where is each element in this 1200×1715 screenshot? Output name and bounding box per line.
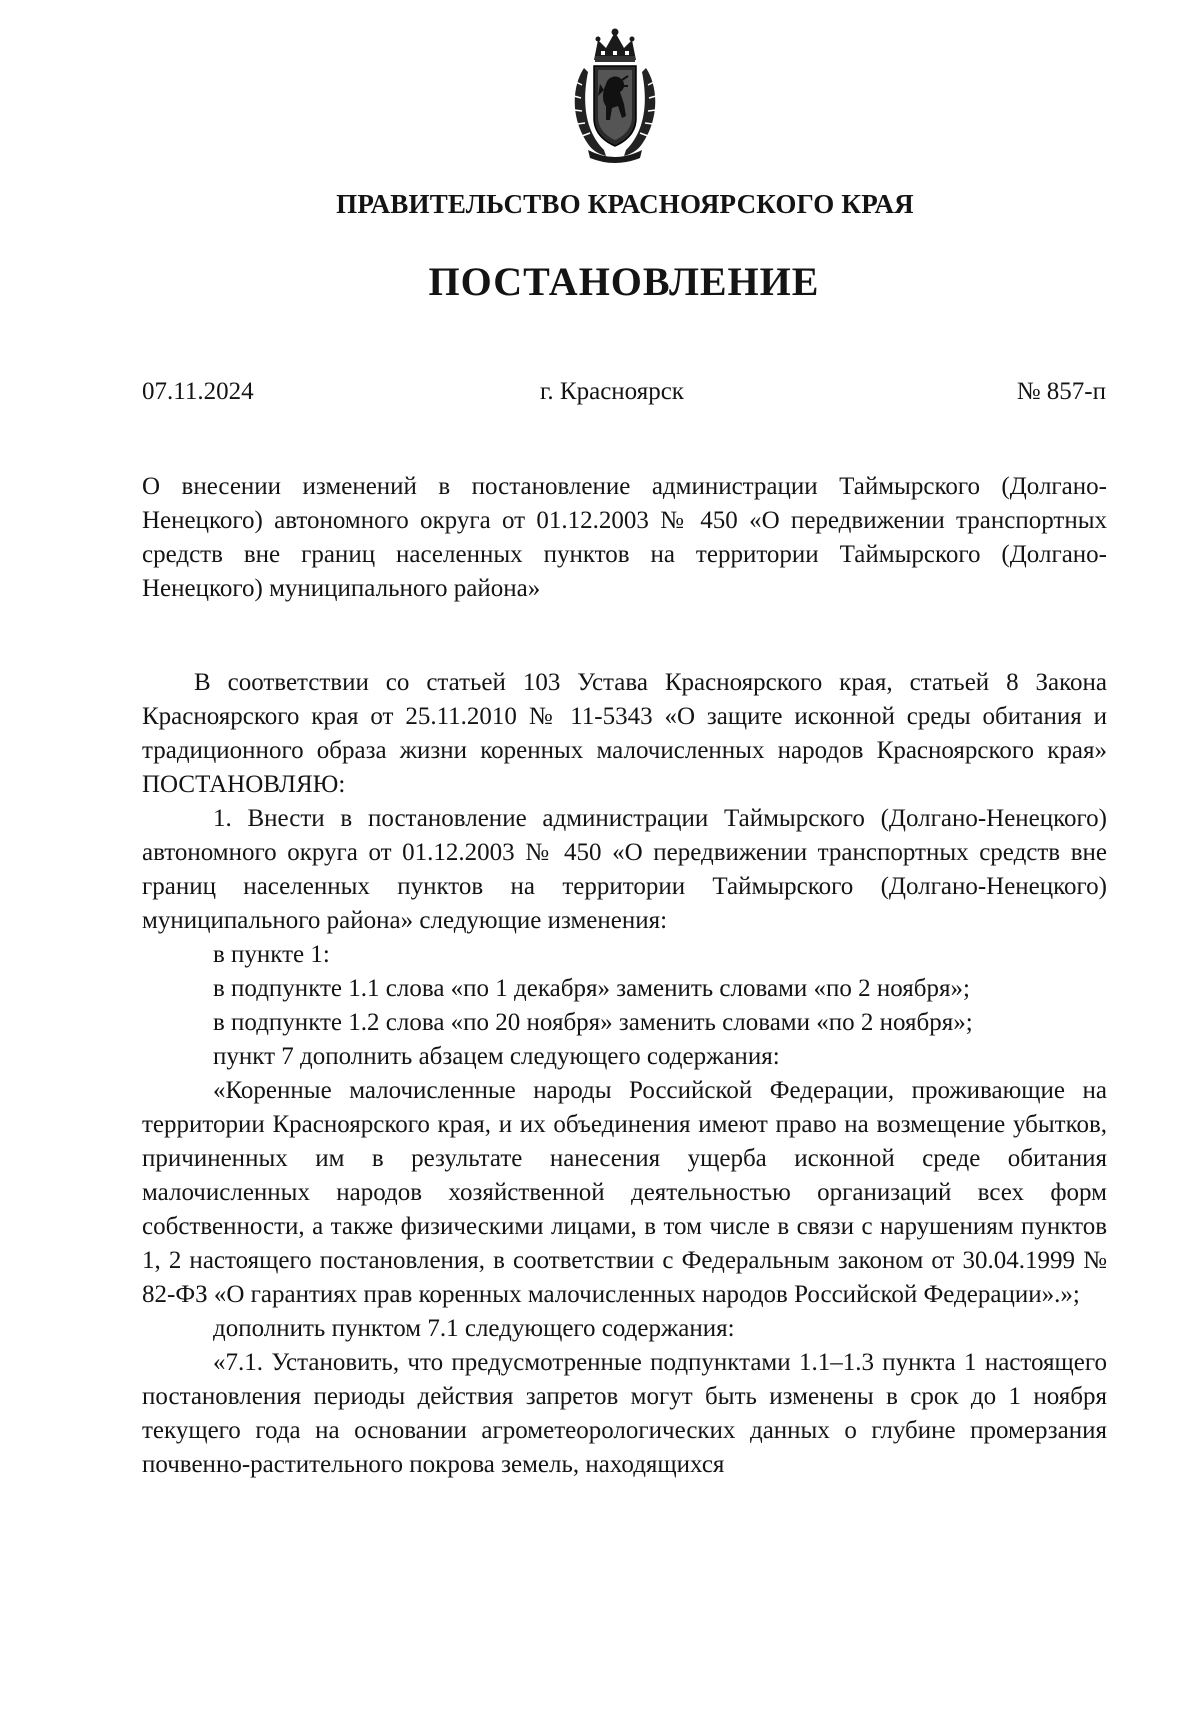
krasnoyarsk-krai-coat-of-arms-icon	[568, 26, 662, 164]
quoted-paragraph: «Коренные малочисленные народы Российской Федерации, проживающие на территории Красноярского края, и их объединения имеют право на возмещение убытков, причиненных им в результате нанесения ущерба исконной среде обитания малочисленных народов хозяйственной деятельностью организаций всех форм собственности, а также физическими лицами, в том числе в связи с нарушениям пунктов 1, 2 настоящего постановления, в соответствии с Федеральным законом от 30.04.1999 № 82-ФЗ «О гарантиях прав коренных малочисленных народов Российской Федерации».»;	[142, 1077, 1107, 1308]
document-date: 07.11.2024	[142, 378, 254, 405]
amendment-line: пункт 7 дополнить абзацем следующего содержания:	[213, 1043, 780, 1070]
amendment-line: в подпункте 1.2 слова «по 20 ноября» заменить словами «по 2 ноября»;	[213, 1009, 973, 1036]
preamble-paragraph: В соответствии со статьей 103 Устава Красноярского края, статьей 8 Закона Красноярского края от 25.11.2010 № 11-5343 «О защите исконной среды обитания и традиционного образа жизни коренных малочисленных народов Красноярского края» ПОСТАНОВЛЯЮ:	[142, 669, 1107, 798]
document-body	[142, 666, 1107, 1482]
document-title-block	[142, 470, 1107, 606]
amendment-line: в пункте 1:	[213, 941, 330, 968]
document-title: О внесении изменений в постановление администрации Таймырского (Долгано-Ненецкого) автономного округа от 01.12.2003 № 450 «О передвижении транспортных средств вне границ населенных пунктов на территории Таймырского (Долгано-Ненецкого) муниципального района»	[142, 473, 1107, 602]
amendment-line: в подпункте 1.1 слова «по 1 декабря» заменить словами «по 2 ноября»;	[213, 975, 970, 1002]
quoted-paragraph: «7.1. Установить, что предусмотренные подпунктами 1.1–1.3 пункта 1 настоящего постановления периоды действия запретов могут быть изменены в срок до 1 ноября текущего года на основании агрометеорологических данных о глубине промерзания почвенно-растительного покрова земель, находящихся	[142, 1349, 1107, 1478]
item-1-paragraph: 1. Внести в постановление администрации Таймырского (Долгано-Ненецкого) автономного округа от 01.12.2003 № 450 «О передвижении транспортных средств вне границ населенных пунктов на территории Таймырского (Долгано-Ненецкого) муниципального района» следующие изменения:	[142, 805, 1107, 934]
government-name: ПРАВИТЕЛЬСТВО КРАСНОЯРСКОГО КРАЯ	[336, 189, 914, 219]
document-number: № 857-п	[1016, 378, 1106, 405]
amendment-line: дополнить пунктом 7.1 следующего содержания:	[213, 1315, 735, 1342]
document-type: ПОСТАНОВЛЕНИЕ	[428, 259, 820, 304]
document-city: г. Красноярск	[540, 378, 684, 405]
